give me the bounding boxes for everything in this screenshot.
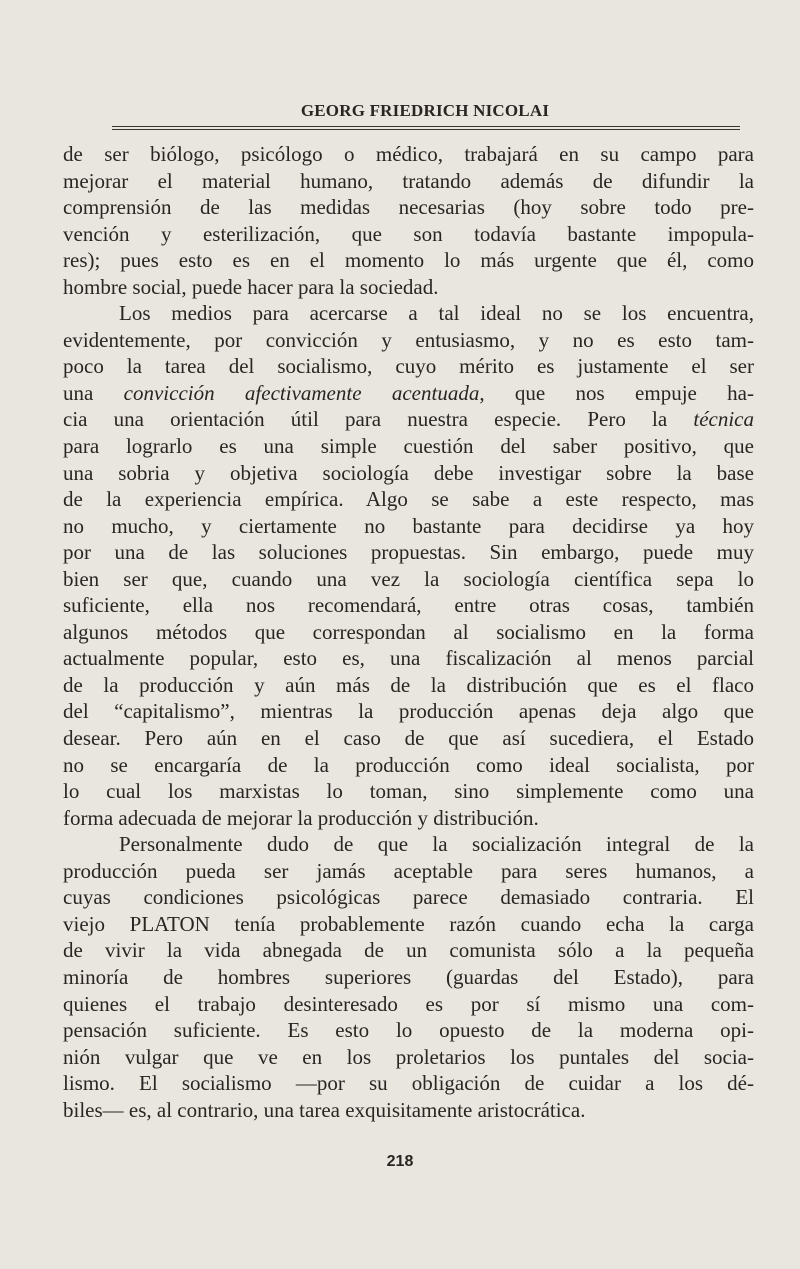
text-line: no se encargaría de la producción como ideal socialista, por (63, 752, 754, 777)
text-line: una sobria y objetiva sociología debe investigar sobre la base (63, 460, 754, 485)
text-line: suficiente, ella nos recomendará, entre otras cosas, también (63, 593, 754, 618)
text-line: Los medios para acercarse a tal ideal no se los encuentra, (119, 301, 754, 326)
text-line: comprensión de las medidas necesarias (hoy sobre todo pre- (63, 195, 754, 220)
header-rule (112, 126, 740, 127)
body-text (63, 141, 754, 1123)
text-line: mejorar el material humano, tratando además de difundir la (63, 168, 754, 193)
text-line: Personalmente dudo de que la socialización integral de la (119, 832, 754, 857)
text-line: viejo PLATON tenía probablemente razón cuando echa la carga (63, 911, 754, 936)
page-number: 218 (386, 1153, 414, 1170)
text-line: actualmente popular, esto es, una fiscalización al menos parcial (63, 646, 754, 671)
text-line: forma adecuada de mejorar la producción y distribución. (63, 805, 539, 830)
paragraph (63, 141, 754, 300)
text-line: minoría de hombres superiores (guardas del Estado), para (63, 964, 754, 989)
text-line: pensación suficiente. Es esto lo opuesto de la moderna opi- (63, 1018, 754, 1043)
text-line: hombre social, puede hacer para la sociedad. (63, 274, 439, 299)
italic-emphasis: convicción afectivamente acentuada (123, 380, 480, 405)
text-line: producción pueda ser jamás aceptable para seres humanos, a (63, 858, 754, 883)
text-line: lismo. El socialismo —por su obligación de cuidar a los dé- (63, 1071, 754, 1096)
text-line: quienes el trabajo desinteresado es por sí mismo una com- (63, 991, 754, 1016)
text-line: de la experiencia empírica. Algo se sabe a este respecto, mas (63, 487, 754, 512)
text-line: evidentemente, por convicción y entusiasmo, y no es esto tam- (63, 327, 754, 352)
text-line: biles— es, al contrario, una tarea exquisitamente aristocrática. (63, 1097, 586, 1122)
text-line: para lograrlo es una simple cuestión del saber positivo, que (63, 434, 754, 459)
text-line: no mucho, y ciertamente no bastante para decidirse ya hoy (63, 513, 754, 538)
text-line: algunos métodos que correspondan al socialismo en la forma (63, 619, 754, 644)
text-line: lo cual los marxistas lo toman, sino simplemente como una (63, 779, 754, 804)
text-line: cuyas condiciones psicológicas parece demasiado contraria. El (63, 885, 754, 910)
text-line: del “capitalismo”, mientras la producción apenas deja algo que (63, 699, 754, 724)
text-line: vención y esterilización, que son todavía bastante impopula- (63, 221, 754, 246)
paragraph (63, 831, 754, 1123)
text-line: una convicción afectivamente acentuada, que nos empuje ha- (63, 380, 754, 405)
text-line: desear. Pero aún en el caso de que así sucediera, el Estado (63, 726, 754, 751)
text-line: nión vulgar que ve en los proletarios los puntales del socia- (63, 1044, 754, 1069)
text-line: por una de las soluciones propuestas. Sin embargo, puede muy (63, 540, 754, 565)
text-line: poco la tarea del socialismo, cuyo mérito es justamente el ser (63, 354, 754, 379)
running-head: GEORG FRIEDRICH NICOLAI (300, 101, 550, 120)
text-line: res); pues esto es en el momento lo más urgente que él, como (63, 248, 754, 273)
italic-emphasis: técnica (693, 407, 754, 432)
text-line: de ser biólogo, psicólogo o médico, trabajará en su campo para (63, 142, 754, 166)
text-line: bien ser que, cuando una vez la sociología científica sepa lo (63, 566, 754, 591)
paragraph (63, 300, 754, 831)
text-line: cia una orientación útil para nuestra especie. Pero la técnica (63, 407, 754, 432)
header-rule-secondary (112, 129, 740, 130)
text-line: de la producción y aún más de la distribución que es el flaco (63, 672, 754, 697)
text-line: de vivir la vida abnegada de un comunista sólo a la pequeña (63, 938, 754, 963)
